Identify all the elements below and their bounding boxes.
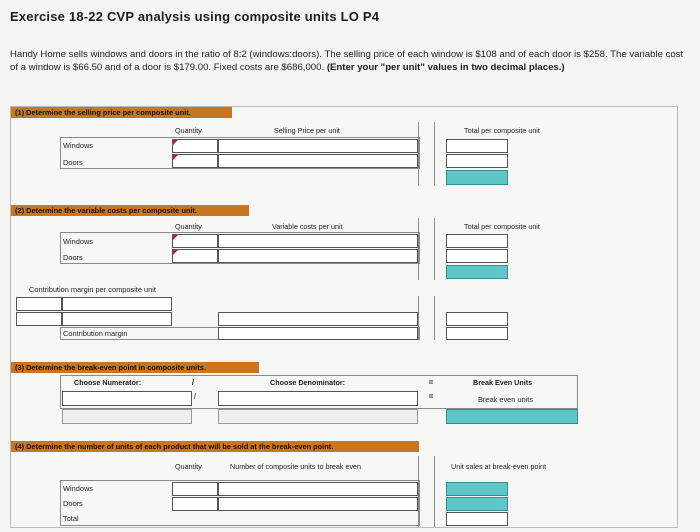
s4-col-units: Number of composite units to break even (230, 462, 362, 471)
s4-windows-sales-answer[interactable] (446, 482, 508, 496)
s1-col-price: Selling Price per unit (274, 126, 340, 135)
equals-symbol: = (428, 378, 434, 387)
page-title: Exercise 18-22 CVP analysis using composite units LO P4 (10, 9, 380, 24)
s4-windows-units-input[interactable] (218, 482, 418, 496)
s1-row-label-windows: Windows (63, 141, 93, 150)
s3-col-result: Break Even Units (473, 378, 533, 387)
s1-col-total: Total per composite unit (464, 126, 540, 135)
s4-row-label-doors: Doors (63, 499, 83, 508)
s1-doors-quantity-input[interactable] (172, 154, 218, 168)
s2-windows-quantity-input[interactable] (172, 234, 218, 248)
input-flag-icon (173, 250, 178, 255)
section-2-header: (2) Determine the variable costs per composite unit. (11, 205, 249, 216)
equals-symbol: = (428, 392, 434, 401)
s4-total-sales-input[interactable] (446, 512, 508, 526)
cm-composite-value-input[interactable] (218, 327, 418, 340)
s4-doors-quantity-input[interactable] (172, 497, 218, 511)
s4-col-sales: Unit sales at break-even point (451, 462, 547, 471)
s2-doors-total-input[interactable] (446, 249, 508, 263)
s4-doors-units-input[interactable] (218, 497, 418, 511)
s4-col-quantity: Quantity (175, 462, 202, 471)
s3-spacer-cell (218, 409, 418, 424)
s3-denominator-select[interactable] (218, 391, 418, 406)
instructions-text: Handy Home sells windows and doors in the ratio of 8:2 (windows:doors). The selling price of each window is $108 and of each door is $258. The variable cost of a window is $66.50 and of a door is $179.00. Fixed costs are $686,000. (10, 49, 684, 73)
section-3-header: (3) Determine the break-even point in composite units. (11, 362, 259, 373)
s2-doors-cost-input[interactable] (218, 249, 418, 263)
s3-col-numerator: Choose Numerator: (74, 378, 142, 387)
instructions (10, 48, 690, 74)
cm-left-input-2[interactable] (62, 297, 172, 311)
divide-symbol: / (193, 392, 197, 401)
s3-break-even-answer[interactable] (446, 409, 578, 424)
s1-windows-quantity-input[interactable] (172, 139, 218, 153)
s2-row-label-windows: Windows (63, 237, 93, 246)
s1-doors-price-input[interactable] (218, 154, 418, 168)
input-flag-icon (173, 235, 178, 240)
s4-row-label-windows: Windows (63, 484, 93, 493)
cm-left-input-4[interactable] (62, 312, 172, 326)
divide-symbol: / (191, 378, 195, 387)
s2-col-quantity: Quantity (175, 222, 202, 231)
s4-windows-quantity-input[interactable] (172, 482, 218, 496)
cm-composite-total-input[interactable] (446, 327, 508, 340)
cm-row-label: Contribution margin (63, 329, 128, 338)
s2-row-label-doors: Doors (63, 253, 83, 262)
cm-left-input-1[interactable] (16, 297, 62, 311)
cm-left-input-3[interactable] (16, 312, 62, 326)
cm-total-input[interactable] (446, 312, 508, 326)
s2-doors-quantity-input[interactable] (172, 249, 218, 263)
cm-value-input[interactable] (218, 312, 418, 326)
s2-col-total: Total per composite unit (464, 222, 540, 231)
s2-windows-cost-input[interactable] (218, 234, 418, 248)
s2-col-cost: Variable costs per unit (272, 222, 343, 231)
input-flag-icon (173, 155, 178, 160)
s2-divider (434, 218, 435, 280)
input-flag-icon (173, 140, 178, 145)
s3-col-denominator: Choose Denominator: (270, 378, 346, 387)
s2-windows-total-input[interactable] (446, 234, 508, 248)
s4-row-label-total: Total (63, 514, 79, 523)
cm-caption: Contribution margin per composite unit (29, 285, 156, 294)
section-4-header: (4) Determine the number of units of each product that will be sold at the break-even point. (11, 441, 419, 452)
s1-col-quantity: Quantity (175, 126, 202, 135)
s3-spacer-cell (62, 409, 192, 424)
s1-windows-price-input[interactable] (218, 139, 418, 153)
s4-doors-sales-answer[interactable] (446, 497, 508, 511)
cm-divider (434, 296, 435, 340)
s1-composite-total-answer[interactable] (446, 170, 508, 185)
section-1-header: (1) Determine the selling price per composite unit. (11, 107, 232, 118)
s1-row-label-doors: Doors (63, 158, 83, 167)
s3-numerator-select[interactable] (62, 391, 192, 406)
s2-composite-total-answer[interactable] (446, 265, 508, 279)
s4-divider (434, 456, 435, 527)
s3-result-label: Break even units (478, 395, 534, 404)
s1-windows-total-input[interactable] (446, 139, 508, 153)
s1-doors-total-input[interactable] (446, 154, 508, 168)
s1-divider (434, 122, 435, 186)
instructions-note: (Enter your "per unit" values in two decimal places.) (326, 62, 565, 73)
